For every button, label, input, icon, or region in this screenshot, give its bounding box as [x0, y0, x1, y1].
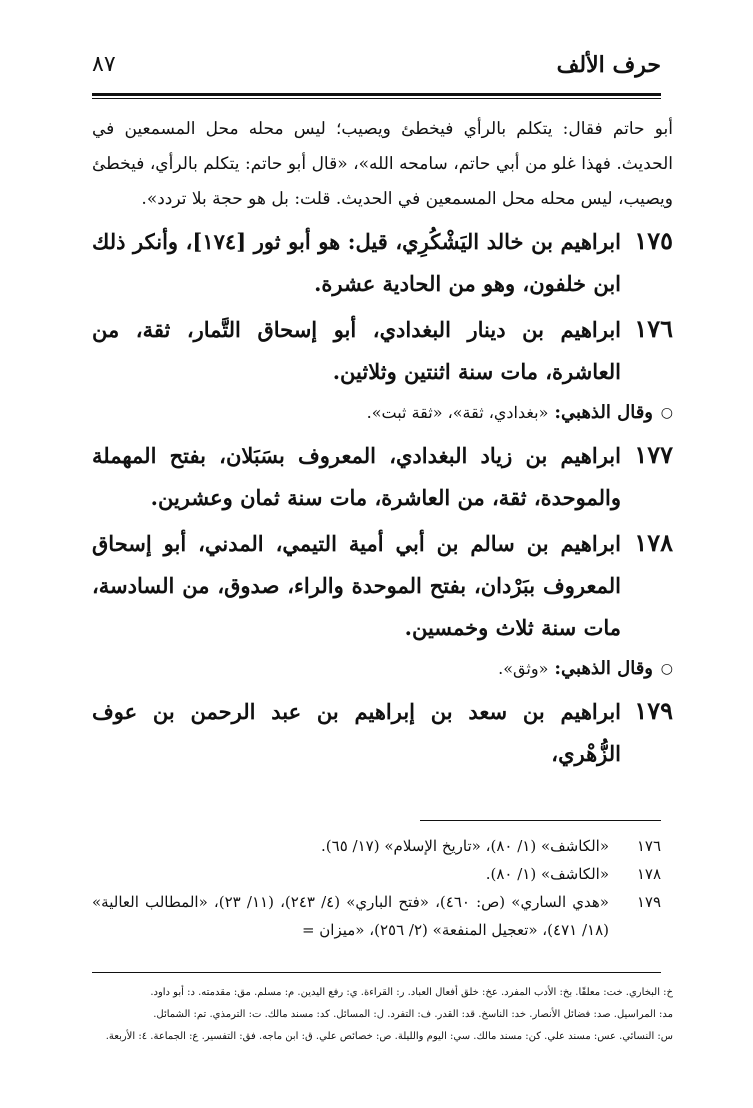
dhahabi-note — [92, 651, 673, 687]
entry-number: ١٧٧ — [634, 440, 673, 469]
note-label: وقال الذهبي: — [554, 402, 653, 423]
note-text: «بغدادي، ثقة»، «ثقة ثبت». — [366, 403, 549, 422]
chapter-title: حرف الألف — [556, 52, 661, 78]
footnote — [92, 888, 661, 944]
note-label: وقال الذهبي: — [554, 658, 653, 679]
footnote-number: ١٧٩ — [636, 893, 661, 911]
header-rule-thin — [92, 98, 661, 99]
symbols-key — [92, 982, 673, 1048]
entry-text: ابراهيم بن خالد اليَشْكُرِي، قيل: هو أبو ثور [١٧٤]، وأنكر ذلك ابن خلفون، وهو من الحادية عشرة. — [92, 229, 621, 296]
footnote — [92, 860, 661, 888]
note-text: «وثق». — [498, 659, 549, 678]
entry-text: ابراهيم بن دينار البغدادي، أبو إسحاق التَّمار، ثقة، من العاشرة، مات سنة اثنتين وثلاثين. — [92, 317, 621, 384]
entry-number: ١٧٦ — [634, 314, 673, 343]
entry-text: ابراهيم بن سالم بن أبي أمية التيمي، المدني، أبو إسحاق المعروف ببَرْدان، بفتح الموحدة والراء، صدوق، من السادسة، مات سنة ثلاث وخمسين. — [92, 531, 621, 640]
symbols-rule — [92, 972, 661, 973]
entry-177 — [92, 435, 673, 519]
dhahabi-note — [92, 395, 673, 431]
page-number: ٨٧ — [92, 52, 116, 77]
main-text — [92, 112, 673, 775]
entry-176 — [92, 309, 673, 393]
symbols-line: خ: البخاري. خت: معلقًا. بخ: الأدب المفرد. عخ: خلق أفعال العباد. ر: القراءة. ي: رفع اليدين. م: مسلم. مق: مقدمته. د: أبو داود. — [150, 987, 673, 998]
circle-bullet-icon: ○ — [660, 405, 673, 421]
entry-number: ١٧٥ — [634, 226, 673, 255]
footnote-text: «الكاشف» (١/ ٨٠)، «تاريخ الإسلام» (١٧/ ٦٥). — [321, 837, 609, 855]
circle-bullet-icon: ○ — [660, 661, 673, 677]
entry-number: ١٧٨ — [634, 528, 673, 557]
symbols-line: س: النسائي. عس: مسند علي. كن: مسند مالك. سي: اليوم والليلة. ص: خصائص علي. ق: ابن ماجه. فق: التفسير. ع: الجماعة. ٤: الأربعة. — [105, 1031, 673, 1042]
entry-179 — [92, 691, 673, 775]
entry-175 — [92, 221, 673, 305]
running-head — [92, 50, 661, 90]
entry-text: ابراهيم بن زياد البغدادي، المعروف بسَبَلان، بفتح المهملة والموحدة، ثقة، من العاشرة، مات سنة ثمان وعشرين. — [92, 443, 621, 510]
footnote — [92, 832, 661, 860]
continued-paragraph: أبو حاتم فقال: يتكلم بالرأي فيخطئ ويصيب؛ ليس محله محل المسمعين في الحديث. فهذا غلو من أبي حاتم، سامحه الله»، «قال أبو حاتم: يتكلم بالرأي، فيخطئ ويصيب، ليس محله محل المسمعين في الحديث. قلت: بل هو حجة بلا تردد». — [92, 119, 673, 209]
header-rule-thick — [92, 93, 661, 96]
footnote-text: «الكاشف» (١/ ٨٠). — [485, 865, 609, 883]
footnote-rule — [420, 820, 661, 821]
symbols-line: مد: المراسيل. صد: فضائل الأنصار. خد: الناسخ. قد: القدر. ف: التفرد. ل: المسائل. كد: مسند مالك. ت: الترمذي. تم: الشمائل. — [153, 1009, 673, 1020]
footnote-text: «هدي الساري» (ص: ٤٦٠)، «فتح الباري» (٤/ ٢٤٣)، (١١/ ٢٣)، «المطالب العالية» (١٨/ ٤٧١)، «تعجيل المنفعة» (٢/ ٢٥٦)، «ميزان = — [92, 893, 609, 939]
entry-number: ١٧٩ — [634, 696, 673, 725]
entry-text: ابراهيم بن سعد بن إبراهيم بن عبد الرحمن بن عوف الزُّهْري، — [92, 699, 621, 766]
footnotes — [92, 832, 661, 944]
footnote-number: ١٧٨ — [636, 865, 661, 883]
footnote-number: ١٧٦ — [636, 837, 661, 855]
entry-178 — [92, 523, 673, 649]
